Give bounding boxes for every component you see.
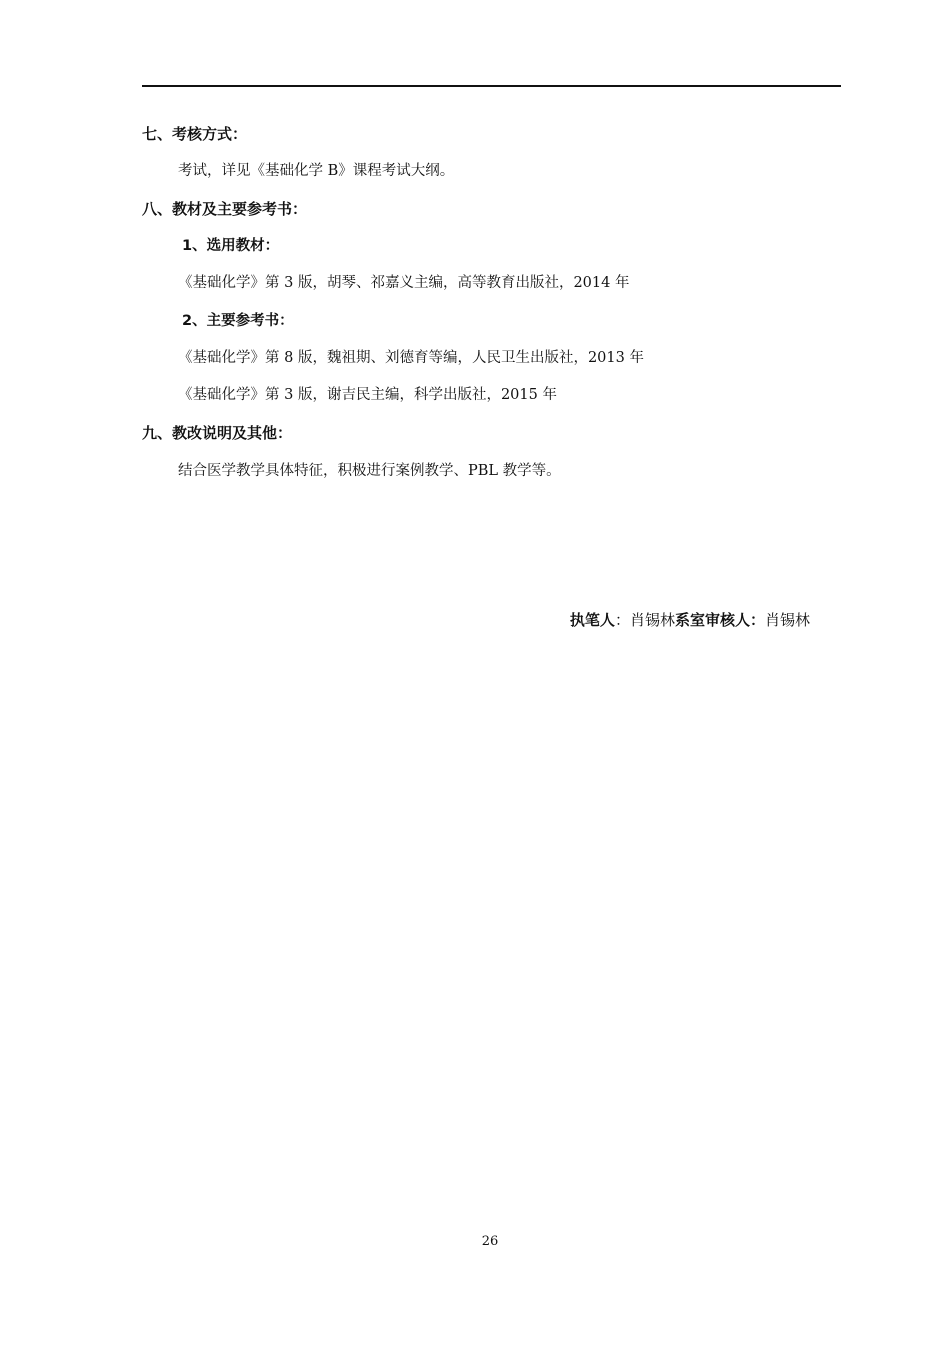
header-rule	[142, 85, 841, 87]
reviewer-name: 肖锡林	[764, 611, 810, 629]
subheading-selected-textbook: 1、选用教材：	[182, 238, 280, 254]
section-heading-reform-notes: 九、教改说明及其他：	[142, 424, 293, 442]
author-separator: ：	[614, 611, 630, 629]
section-heading-textbooks: 八、教材及主要参考书：	[142, 200, 308, 218]
page-number: 26	[481, 1234, 499, 1249]
subheading-references: 2、主要参考书：	[182, 313, 294, 329]
author-name: 肖锡林	[629, 611, 675, 629]
reviewer-label: 系室审核人：	[674, 611, 765, 629]
signature-line	[570, 609, 810, 631]
reference-item: 《基础化学》第 8 版，魏祖期、刘德育等编，人民卫生出版社，2013 年	[178, 350, 644, 366]
textbook-item: 《基础化学》第 3 版，胡琴、祁嘉义主编，高等教育出版社，2014 年	[178, 275, 630, 291]
reform-notes-text: 结合医学教学具体特征，积极进行案例教学、PBL 教学等。	[178, 463, 561, 479]
author-label: 执笔人	[569, 611, 615, 629]
assessment-text: 考试，详见《基础化学 B》课程考试大纲。	[178, 163, 455, 179]
reference-item: 《基础化学》第 3 版，谢吉民主编，科学出版社，2015 年	[178, 387, 557, 403]
section-heading-assessment: 七、考核方式：	[142, 125, 248, 143]
